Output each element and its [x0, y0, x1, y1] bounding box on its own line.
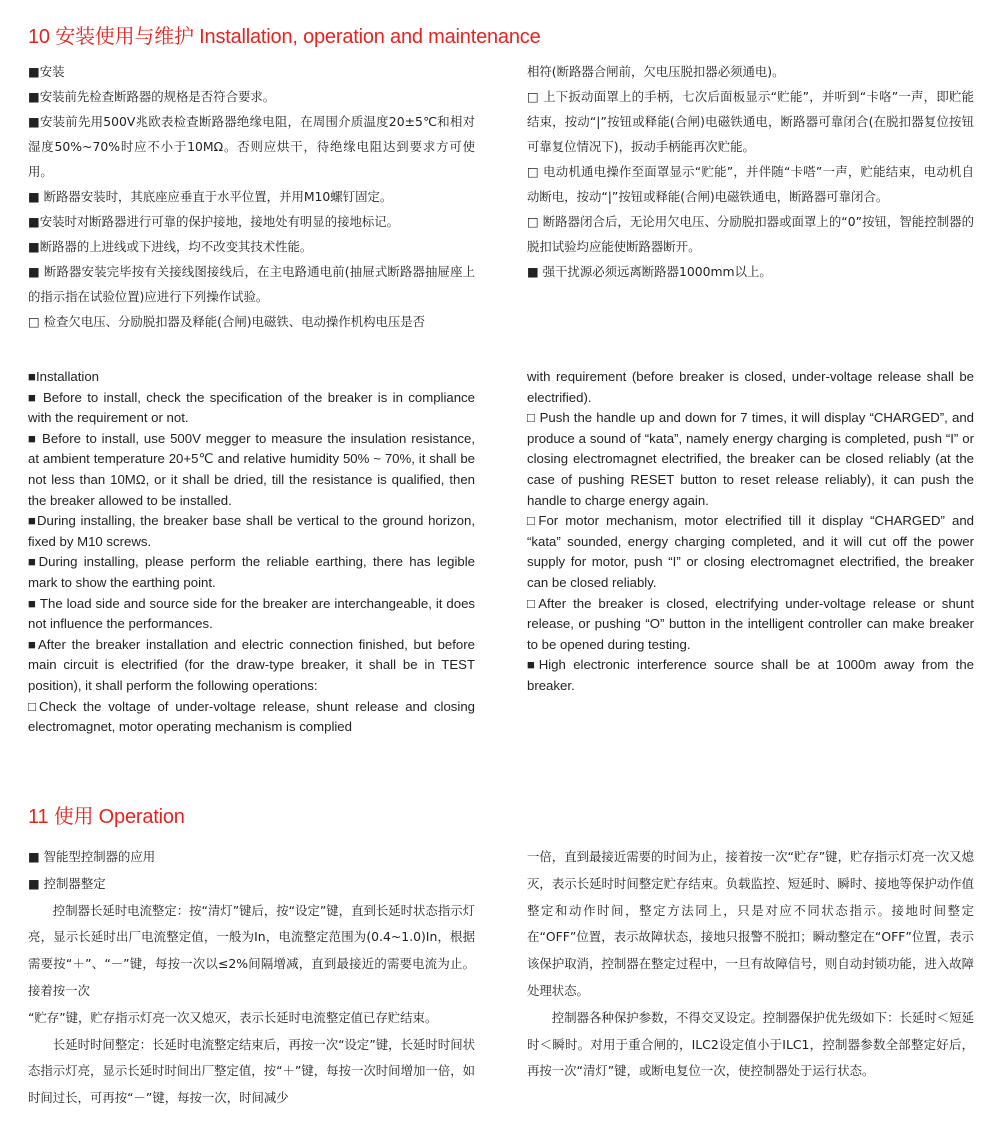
paragraph: □Check the voltage of under-voltage release, shunt release and closing electromagnet, motor operating mechanism is complied: [28, 698, 475, 735]
section-10-zh-right-column: [527, 59, 974, 284]
paragraph: ■ The load side and source side for the breaker are interchangeable, it does not influence the performances.: [28, 595, 475, 632]
section-11-zh-right-column: [527, 844, 974, 1085]
paragraph: ■安装前先用500V兆欧表检查断路器绝缘电阻，在周围介质温度20±5℃和相对湿度50%~70%时应不小于10MΩ。否则应烘干，待绝缘电阻达到要求方可使用。: [28, 114, 475, 179]
paragraph: 一倍，直到最接近需要的时间为止，接着按一次“贮存”键，贮存指示灯亮一次又熄灭，表示长延时时间整定贮存结束。负载监控、短延时、瞬时、接地等保护动作值整定和动作时间，整定方法同上，只是对应不同状态指示。接地时间整定在“OFF”位置，表示故障状态，接地只报警不脱扣；瞬动整定在“OFF”位置，表示该保护取消，控制器在整定过程中，一旦有故障信号，则自动封锁功能，进入故障处理状态。: [527, 849, 974, 998]
paragraph: □ 电动机通电操作至面罩显示“贮能”，并伴随“卡嗒”一声，贮能结束，电动机自动断电，按动“|”按钮或释能(合闸)电磁铁通电，断路器可靠闭合。: [527, 164, 974, 204]
paragraph: □ Push the handle up and down for 7 times, it will display “CHARGED”, and produce a sound of “kata”, namely energy charging is completed, push “I” or closing electromagnet electrified, the breaker can be closed reliably (at the case of pushing RESET button to reset release reliably), it can push the handle to charge energy again.: [527, 410, 974, 508]
section-11-heading: 11 使用 Operation: [28, 806, 185, 828]
paragraph: 控制器长延时电流整定：按“清灯”键后，按“设定”键，直到长延时状态指示灯亮，显示长延时出厂电流整定值，一般为In，电流整定范围为(0.4~1.0)In，根据需要按“＋”、“－”键，每按一次以≤2%间隔增减，直到最接近的需要电流为止。接着按一次: [28, 902, 475, 998]
paragraph: ■During installing, please perform the reliable earthing, there has legible mark to show the earthing point.: [28, 554, 475, 590]
section-10-heading: 10 安装使用与维护 Installation, operation and maintenance: [28, 26, 541, 48]
paragraph: 相符(断路器合闸前，欠电压脱扣器必须通电)。: [527, 64, 785, 79]
paragraph: ■ 断路器安装时，其底座应垂直于水平位置，并用M10螺钉固定。: [28, 189, 393, 204]
paragraph: “贮存”键，贮存指示灯亮一次又熄灭，表示长延时电流整定值已存贮结束。: [28, 1009, 438, 1025]
paragraph: □ 检查欠电压、分励脱扣器及释能(合闸)电磁铁、电动操作机构电压是否: [28, 314, 426, 329]
paragraph: ■断路器的上进线或下进线，均不改变其技术性能。: [28, 239, 313, 254]
section-11-zh-left-column: [28, 844, 475, 1112]
paragraph: ■During installing, the breaker base shall be vertical to the ground horizon, fixed by M10 screws.: [28, 513, 475, 549]
paragraph: with requirement (before breaker is closed, under-voltage release shall be electrified).: [527, 369, 974, 405]
paragraph: ■ 断路器安装完毕按有关接线图接线后，在主电路通电前(抽屉式断路器抽屉座上的指示指在试验位置)应进行下列操作试验。: [28, 264, 475, 304]
paragraph: ■High electronic interference source shall be at 1000m away from the breaker.: [527, 657, 974, 693]
paragraph: ■ 智能型控制器的应用: [28, 849, 156, 864]
paragraph: ■ 强干扰源必须远离断路器1000mm以上。: [527, 264, 772, 279]
paragraph: ■安装: [28, 64, 65, 79]
section-10-zh-left-column: [28, 59, 475, 334]
paragraph: 长延时时间整定：长延时电流整定结束后，再按一次“设定”键，长延时时间状态指示灯亮，显示长延时时间出厂整定值，按“＋”键，每按一次时间增加一倍，如时间过长，可再按“－”键，每按一次，时间减少: [28, 1036, 475, 1106]
paragraph: ■安装前先检查断路器的规格是否符合要求。: [28, 89, 276, 104]
paragraph: ■ Before to install, check the specification of the breaker is in compliance with the requirement or not.: [28, 389, 475, 426]
paragraph: □For motor mechanism, motor electrified till it display “CHARGED” and “kata” sounded, energy charging completed, and it will cut off the power supply for motor, push “I” or closing electromagnet electrified, the breaker can be closed reliably.: [527, 513, 974, 590]
paragraph: ■安装时对断路器进行可靠的保护接地，接地处有明显的接地标记。: [28, 214, 400, 229]
paragraph: ■ 控制器整定: [28, 875, 106, 891]
paragraph: □After the breaker is closed, electrifying under-voltage release or shunt release, or pushing “O” button in the intelligent controller can make breaker to be opened during testing.: [527, 595, 974, 652]
paragraph: ■ Before to install, use 500V megger to measure the insulation resistance, at ambient temperature 20+5℃ and relative humidity 50% ~ 70%, it shall be not less than 10MΩ, or it shall be dried, till the resistance is qualified, then the breaker allowed to be installed.: [28, 430, 475, 508]
paragraph: 控制器各种保护参数，不得交叉设定。控制器保护优先级如下：长延时＜短延时＜瞬时。对用于重合闸的，ILC2设定值小于ILC1，控制器参数全部整定好后，再按一次“清灯”键，或断电复位一次，使控制器处于运行状态。: [527, 1009, 974, 1079]
section-10-en-right-column: [527, 367, 974, 697]
paragraph: ■After the breaker installation and electric connection finished, but before main circuit is electrified (for the draw-type breaker, it shall be in TEST position), it shall perform the following operations:: [28, 636, 475, 693]
paragraph: ■Installation: [28, 369, 100, 384]
paragraph: □ 断路器闭合后，无论用欠电压、分励脱扣器或面罩上的“0”按钮，智能控制器的脱扣试验均应能使断路器断开。: [527, 214, 974, 254]
paragraph: □ 上下扳动面罩上的手柄，七次后面板显示“贮能”，并听到“卡咯”一声，即贮能结束，按动“|”按钮或释能(合闸)电磁铁通电，断路器可靠闭合(在脱扣器复位按钮可靠复位情况下)，扳动手柄能再次贮能。: [527, 89, 974, 154]
section-10-en-left-column: [28, 367, 475, 738]
